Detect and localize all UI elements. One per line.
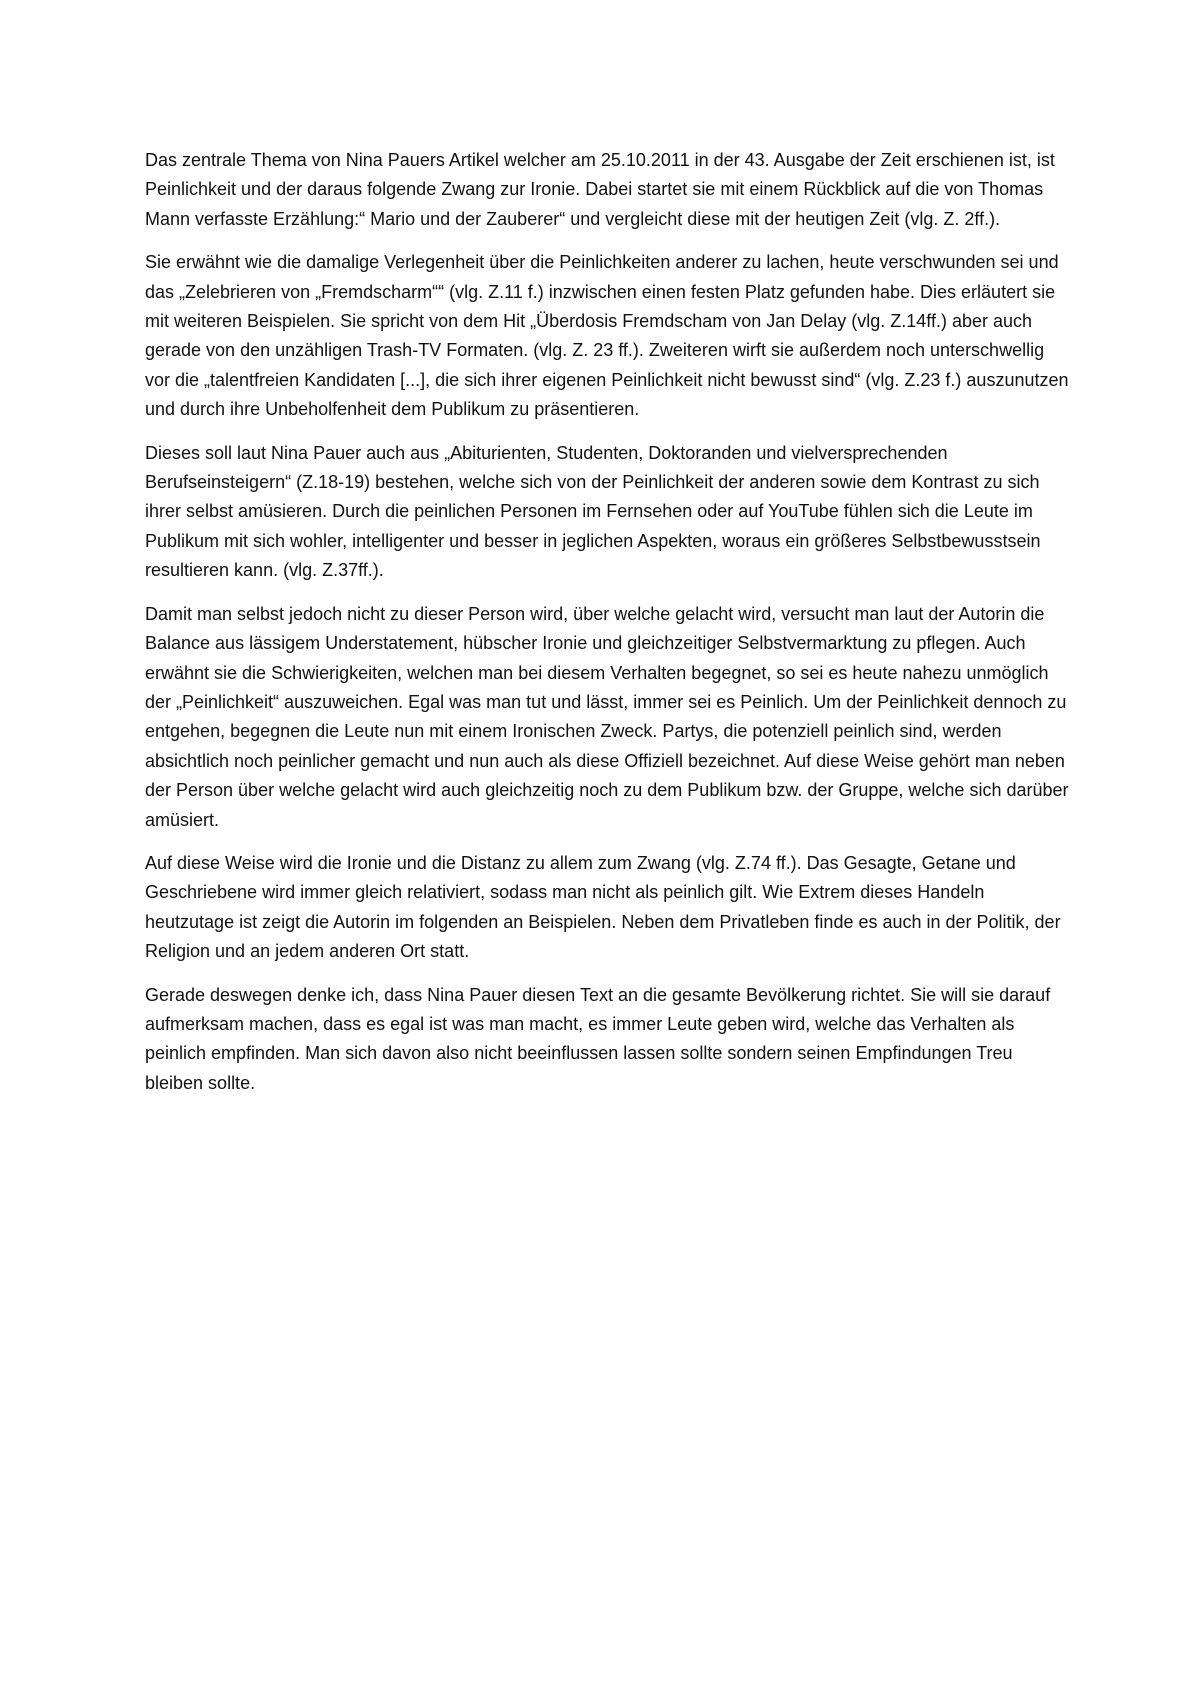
paragraph-1: Das zentrale Thema von Nina Pauers Artikel welcher am 25.10.2011 in der 43. Ausgabe der Zeit erschienen ist, ist Peinlichkeit und der daraus folgende Zwang zur Ironie. Dabei startet sie mit einem Rückblick auf die von Thomas Mann verfasste Erzählung:“ Mario und der Zauberer“ und vergleicht diese mit der heutigen Zeit (vlg. Z. 2ff.). — [145, 150, 1055, 229]
paragraph-5: Auf diese Weise wird die Ironie und die Distanz zu allem zum Zwang (vlg. Z.74 ff.). Das Gesagte, Getane und Geschriebene wird immer gleich relativiert, sodass man nicht als peinlich gilt. Wie Extrem dieses Handeln heutzutage ist zeigt die Autorin im folgenden an Beispielen. Neben dem Privatleben finde es auch in der Politik, der Religion und an jedem anderen Ort statt. — [145, 852, 1061, 962]
paragraph-2: Sie erwähnt wie die damalige Verlegenheit über die Peinlichkeiten anderer zu lachen, heute verschwunden sei und das „Zelebrieren von „Fremdscharm““ (vlg. Z.11 f.) inzwischen einen festen Platz gefunden habe. Dies erläutert sie mit weiteren Beispielen. Sie spricht von dem Hit „Überdosis Fremdscham von Jan Delay (vlg. Z.14ff.) aber auch gerade von den unzähligen Trash-TV Formaten. (vlg. Z. 23 ff.). Zweiteren wirft sie außerdem noch unterschwellig vor die „talentfreien Kandidaten [...], die sich ihrer eigenen Peinlichkeit nicht bewusst sind“ (vlg. Z.23 f.) auszunutzen und durch ihre Unbeholfenheit dem Publikum zu präsentieren. — [145, 252, 1069, 420]
paragraph-3: Dieses soll laut Nina Pauer auch aus „Abiturienten, Studenten, Doktoranden und vielversprechenden Berufseinsteigern“ (Z.18-19) bestehen, welche sich von der Peinlichkeit der anderen sowie dem Kontrast zu sich ihrer selbst amüsieren. Durch die peinlichen Personen im Fernsehen oder auf YouTube fühlen sich die Leute im Publikum mit sich wohler, intelligenter und besser in jeglichen Aspekten, woraus ein größeres Selbstbewusstsein resultieren kann. (vlg. Z.37ff.). — [145, 442, 1041, 581]
paragraph-4: Damit man selbst jedoch nicht zu dieser Person wird, über welche gelacht wird, versucht man laut der Autorin die Balance aus lässigem Understatement, hübscher Ironie und gleichzeitiger Selbstvermarktung zu pflegen. Auch erwähnt sie die Schwierigkeiten, welchen man bei diesem Verhalten begegnet, so sei es heute nahezu unmöglich der „Peinlichkeit“ auszuweichen. Egal was man tut und lässt, immer sei es Peinlich. Um der Peinlichkeit dennoch zu entgehen, begegnen die Leute nun mit einem Ironischen Zweck. Partys, die potenziell peinlich sind, werden absichtlich noch peinlicher gemacht und nun auch als diese Offiziell bezeichnet. Auf diese Weise gehört man neben der Person über welche gelacht wird auch gleichzeitig noch zu dem Publikum bzw. der Gruppe, welche sich darüber amüsiert. — [145, 603, 1069, 830]
document-body — [145, 146, 1070, 1112]
paragraph-6: Gerade deswegen denke ich, dass Nina Pauer diesen Text an die gesamte Bevölkerung richtet. Sie will sie darauf aufmerksam machen, dass es egal ist was man macht, es immer Leute geben wird, welche das Verhalten als peinlich empfinden. Man sich davon also nicht beeinflussen lassen sollte sondern seinen Empfindungen Treu bleiben sollte. — [145, 984, 1051, 1093]
